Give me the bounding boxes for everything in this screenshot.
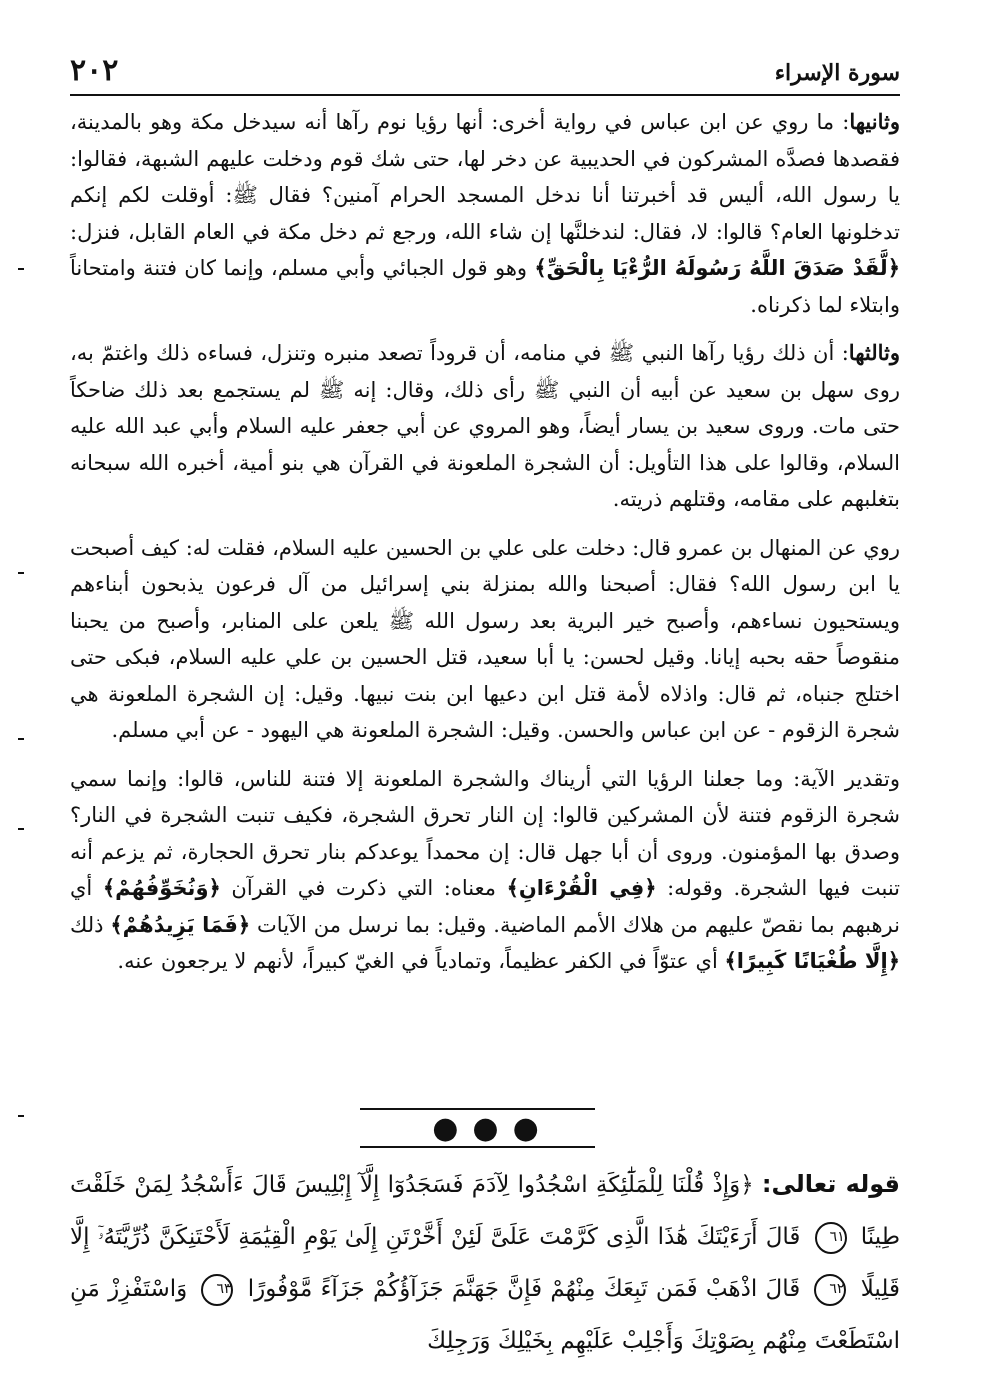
text-run: : أن ذلك رؤيا رآها النبي ﷺ في منامه، أن قروداً تصعد منبره وتنزل، فساءه ذلك واغتمّ به، روى سهل بن سعيد عن أبيه أن النبي ﷺ رأى ذلك، وقال: إنه ﷺ لم يستجمع بعد ذلك ضاحكاً حتى مات. وروى سعيد بن يسار أيضاً، وهو المروي عن أبي جعفر عليه السلام وأبي عبد الله عليه السلام، وقالوا على هذا التأويل: أن الشجرة الملعونة في القرآن هي بنو أمية، أخبره الله سبحانه بتغلبهم على مقامه، وقتلهم ذريته. — [70, 341, 900, 511]
paragraph — [70, 530, 900, 749]
divider-line-top — [360, 1108, 595, 1110]
margin-mark — [18, 268, 24, 270]
paragraph — [70, 335, 900, 518]
paragraph-lead: وثانيها — [849, 109, 900, 134]
quran-quote: ﴿وَنُخَوِّفُهُمْ﴾ — [102, 876, 221, 900]
text-run: أي عتوّاً في الكفر عظيماً، وتمادياً في الغيّ كبيراً، لأنهم لا يرجعون عنه. — [117, 949, 725, 973]
page-header — [70, 48, 900, 88]
paragraph — [70, 761, 900, 980]
text-run: وتقدير الآية: وما جعلنا الرؤيا التي أريناك والشجرة الملعونة إلا فتنة للناس، قالوا: وإنما سمي شجرة الزقوم فتنة لأن المشركين قالوا: إن النار تحرق الشجرة، فكيف تنبت الشجرة في النار؟ وصدق بها المؤمنون. وروى أن أبا جهل قال: إن محمداً يوعدكم بنار تحرق الحجارة، ثم يزعم أنه تنبت فيها الشجرة. وقوله: — [70, 766, 901, 900]
text-run: : ما روي عن ابن عباس في رواية أخرى: أنها رؤيا نوم رآها أنه سيدخل مكة وهو بالمدينة، فقصدها فصدَّه المشركون في الحديبية عن دخر لها، حتى شك قوم ودخلت عليهم الشبهة، فقالوا: يا رسول الله، أليس قد أخبرتنا أنا ندخل المسجد الحرام آمنين؟ فقال ﷺ: أوقلت لكم إنكم تدخلونها العام؟ قالوا: لا، فقال: لندخلنَّها إن شاء الله، ورجع ثم دخل مكة في العام القابل، فنزل: — [70, 110, 900, 244]
margin-mark — [18, 738, 24, 740]
text-run: معناه: التي ذكرت في القرآن — [220, 876, 507, 900]
verse-lead: قوله تعالى: — [761, 1170, 900, 1198]
paragraph — [70, 104, 900, 323]
verse-text — [70, 1158, 900, 1367]
quran-quote: ﴿إِلَّا طُغْيَانًا كَبِيرًا﴾ — [724, 949, 900, 973]
section-divider — [0, 1098, 985, 1158]
commentary-body — [70, 104, 900, 992]
surah-title: سورة الإسراء — [774, 60, 900, 86]
verse-block — [70, 1158, 900, 1367]
text-run: قَالَ أَرَءَيْتَكَ هَٰذَا الَّذِى كَرَّمْتَ عَلَىَّ لَئِنْ أَخَّرْتَنِ إِلَىٰ يَوْمِ الْقِيَٰمَةِ لَأَحْتَنِكَنَّ ذُرِّيَّتَهُۥٓ إِلَّا قَلِيلًا — [70, 1224, 900, 1302]
quran-quote: ﴿فَمَا يَزِيدُهُمْ﴾ — [110, 912, 251, 937]
margin-mark — [18, 572, 24, 574]
text-run: وَاسْتَفْزِزْ مَنِ اسْتَطَعْتَ مِنْهُم بِصَوْتِكَ وَأَجْلِبْ عَلَيْهِم بِخَيْلِكَ وَرَجِلِكَ — [70, 1276, 900, 1354]
margin-mark — [18, 1115, 24, 1117]
verse-number-marker: ٦٢ — [814, 1274, 846, 1306]
quran-quote: ﴿فِي الْقُرْءَانِ﴾ — [506, 876, 657, 900]
quran-quote: ﴿لَّقَدْ صَدَقَ اللَّهُ رَسُولَهُ الرُّءْيَا بِالْحَقِّ﴾ — [534, 256, 900, 280]
page-number: ٢٠٢ — [70, 53, 119, 88]
margin-mark — [18, 828, 24, 830]
verse-number-marker: ٦٣ — [201, 1274, 233, 1306]
paragraph-lead: وثالثها — [848, 340, 900, 365]
text-run: ﴿وَإِذْ قُلْنَا لِلْمَلَٰٓئِكَةِ اسْجُدُوا لِآدَمَ فَسَجَدُوٓا إِلَّآ إِبْلِيسَ قَالَ ءَأَسْجُدُ لِمَنْ خَلَقْتَ طِينًا — [70, 1172, 900, 1250]
text-run: وهو قول الجبائي وأبي مسلم، وإنما كان فتنة وامتحاناً وابتلاء لما ذكرناه. — [70, 256, 900, 317]
divider-line-bottom — [360, 1146, 595, 1148]
divider-dots: ●●● — [432, 1111, 553, 1146]
text-run: روي عن المنهال بن عمرو قال: دخلت على علي بن الحسين عليه السلام، فقلت له: كيف أصبحت يا ابن رسول الله؟ فقال: أصبحنا والله بمنزلة بني إسرائيل من آل فرعون يذبحون أبناءهم ويستحيون نساءهم، وأصبح خير البرية بعد رسول الله ﷺ يلعن على المنابر، وأصبح من يحبنا منقوصاً حقه بحبه إيانا. وقيل لحسن: يا أبا سعيد، قتل الحسين بن علي عليه السلام، فبكى حتى اختلج جنباه، ثم قال: واذلاه لأمة قتل ابن دعيها ابن بنت نبيها. وقيل: إن الشجرة الملعونة هي شجرة الزقوم - عن ابن عباس والحسن. وقيل: الشجرة الملعونة هي اليهود - عن أبي مسلم. — [70, 535, 900, 742]
text-run: أي نرهبهم بما نقصّ عليهم من هلاك الأمم الماضية. وقيل: بما نرسل من الآيات — [70, 876, 900, 937]
text-run: ذلك — [70, 912, 111, 937]
header-rule — [70, 94, 900, 96]
text-run: قَالَ اذْهَبْ فَمَن تَبِعَكَ مِنْهُمْ فَإِنَّ جَهَنَّمَ جَزَآؤُكُمْ جَزَآءً مَّوْفُورًا — [239, 1276, 809, 1302]
verse-number-marker: ٦١ — [815, 1222, 847, 1254]
